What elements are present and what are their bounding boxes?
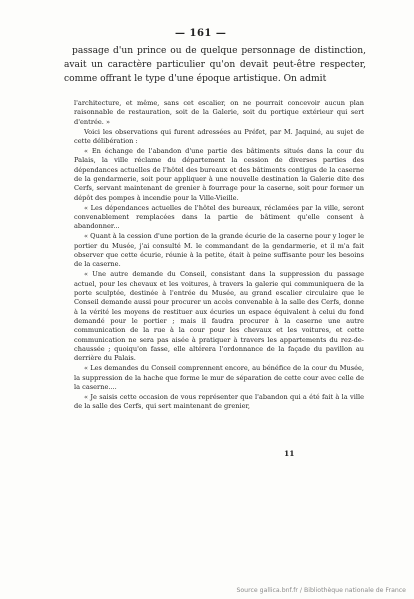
paragraph: Voici les observations qui furent adressées au Préfet, par M. Jaquiné, au sujet de cette délibération :	[74, 127, 364, 145]
paragraph: « Je saisis cette occasion de vous représenter que l'abandon qui a été fait à la ville de la salle des Cerfs, qui sert maintenant de grenier,	[74, 392, 364, 411]
page-number: — 161 —	[175, 28, 227, 39]
lead-paragraph: passage d'un prince ou de quelque personnage de distinction, avait un caractère particulier qu'on devait peut-être respecter, comme offrant le type d'une époque artistique. On admit	[64, 46, 366, 84]
lead-paragraph-block	[64, 44, 366, 86]
source-footer: Source gallica.bnf.fr / Bibliothèque nationale de France	[236, 587, 406, 594]
paragraph: l'architecture, et même, sans cet escalier, on ne pourrait concevoir aucun plan raisonnable de restauration, soit de la Galerie, soit du portique extérieur qui sert d'entrée. »	[74, 99, 364, 126]
paragraph: « Une autre demande du Conseil, consistant dans la suppression du passage actuel, pour les chevaux et les voitures, à travers la galerie qui communiquera de la porte sculptée, destinée à l'entrée du Musée, au grand escalier circulaire que le Conseil demande aussi pour procurer un accès convenable à la salle des Cerfs, donne à la vérité les moyens de restituer aux écuries un espace équivalent à celui du fond demandé pour le portier ; mais il faudra procurer à la caserne une autre communication de la rue à la cour pour les chevaux et les voitures, et cette communication ne sera pas aisée à pratiquer à travers les appartements du rez-de-chaussée ; quoiqu'on fasse, elle altérera l'ordonnance de la façade du pavillon au derrière du Palais.	[74, 270, 364, 363]
paragraph: « Les demandes du Conseil comprennent encore, au bénéfice de la cour du Musée, la suppression de la hache que forme le mur de séparation de cette cour avec celle de la caserne....	[74, 364, 364, 391]
paragraph: « En échange de l'abandon d'une partie des bâtiments situés dans la cour du Palais, la ville réclame du département la cession de diverses parties des dépendances actuelles de l'hôtel des bureaux et des bâtiments contigus de la caserne de la gendarmerie, soit pour appliquer à une nouvelle destination la Galerie dite des Cerfs, servant maintenant de grenier à fourrage pour la caserne, soit pour former un dépôt des pompes à incendie pour la Ville-Vieille.	[74, 146, 364, 202]
body-text	[74, 99, 364, 412]
paragraph: « Les dépendances actuelles de l'hôtel des bureaux, réclamées par la ville, seront convenablement remplacées dans la partie de bâtiment qu'elle consent à abandonner...	[74, 203, 364, 231]
paragraph: « Quant à la cession d'une portion de la grande écurie de la caserne pour y loger le portier du Musée, j'ai consulté M. le commandant de la gendarmerie, et il m'a fait observer que cette écurie, réunie à la petite, était à peine suffisante pour les besoins de la caserne.	[74, 232, 364, 269]
signature-mark: 11	[284, 449, 295, 458]
